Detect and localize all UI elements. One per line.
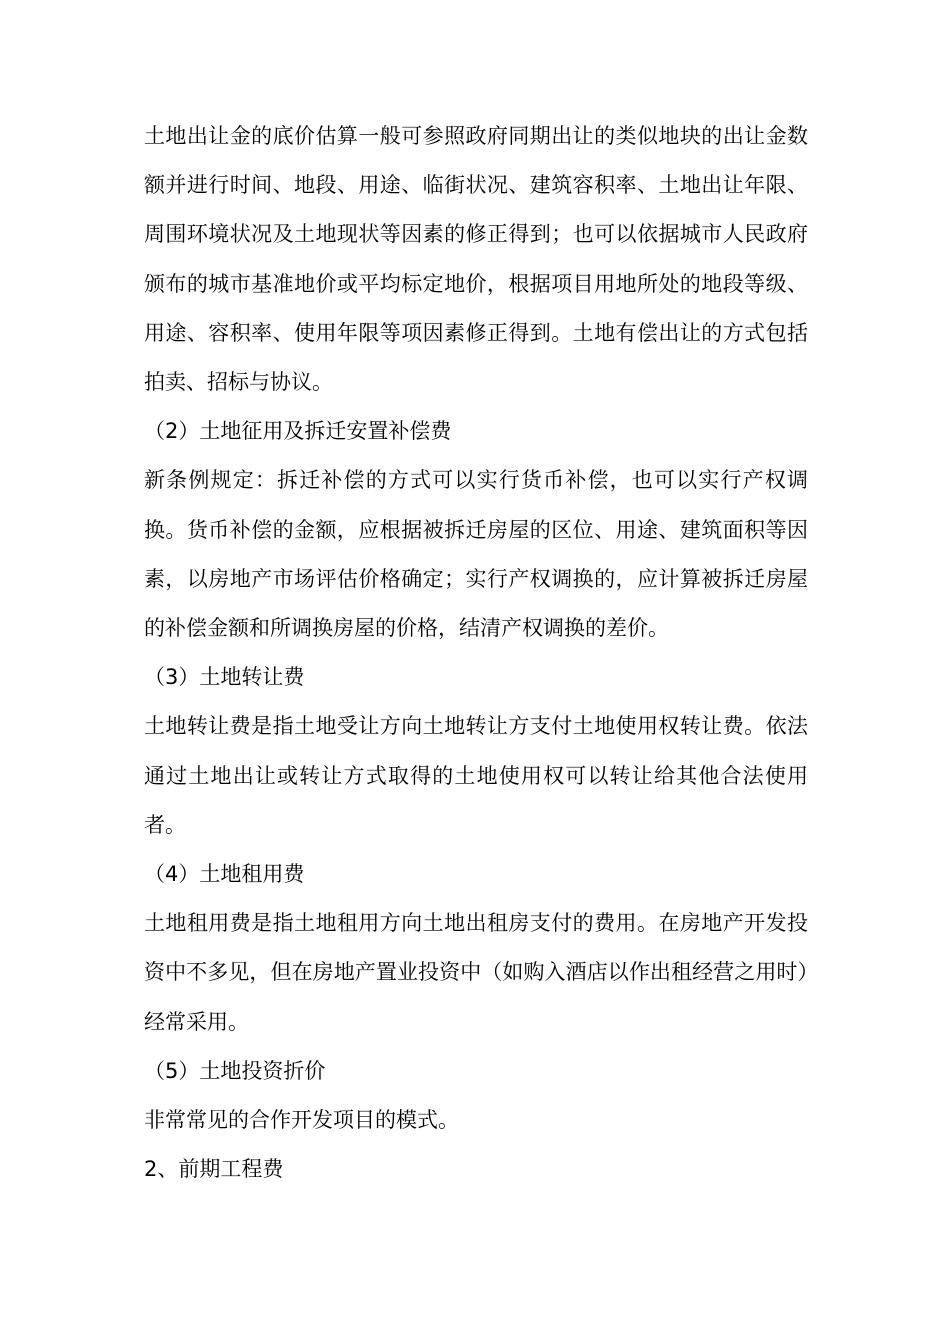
document-body	[144, 112, 808, 1194]
heading-land-investment-valuation: （5）土地投资折价	[144, 1058, 326, 1083]
paragraph-land-transfer-fee: 土地转让费是指土地受让方向土地转让方支付土地使用权转让费。依法通过土地出让或转让方式取得的土地使用权可以转让给其他合法使用者。	[144, 714, 808, 837]
paragraph-joint-development: 非常常见的合作开发项目的模式。	[144, 1108, 459, 1133]
paragraph-land-lease-fee: 土地租用费是指土地租用方向土地出租房支付的费用。在房地产开发投资中不多见，但在房地产置业投资中（如购入酒店以作出租经营之用时）经常采用。	[144, 911, 808, 1034]
heading-land-transfer-fee: （3）土地转让费	[144, 665, 305, 690]
heading-land-acquisition-compensation: （2）土地征用及拆迁安置补偿费	[144, 419, 452, 444]
paragraph-demolition-compensation: 新条例规定：拆迁补偿的方式可以实行货币补偿，也可以实行产权调换。货币补偿的金额，应根据被拆迁房屋的区位、用途、建筑面积等因素，以房地产市场评估价格确定；实行产权调换的，应计算被拆迁房屋的补偿金额和所调换房屋的价格，结清产权调换的差价。	[144, 468, 808, 641]
heading-preliminary-engineering-cost: 2、前期工程费	[144, 1157, 284, 1182]
heading-land-lease-fee: （4）土地租用费	[144, 862, 305, 887]
paragraph-land-grant-fee-estimate: 土地出让金的底价估算一般可参照政府同期出让的类似地块的出让金数额并进行时间、地段、用途、临街状况、建筑容积率、土地出让年限、周围环境状况及土地现状等因素的修正得到；也可以依据城市人民政府颁布的城市基准地价或平均标定地价，根据项目用地所处的地段等级、用途、容积率、使用年限等项因素修正得到。土地有偿出让的方式包括拍卖、招标与协议。	[144, 124, 808, 395]
